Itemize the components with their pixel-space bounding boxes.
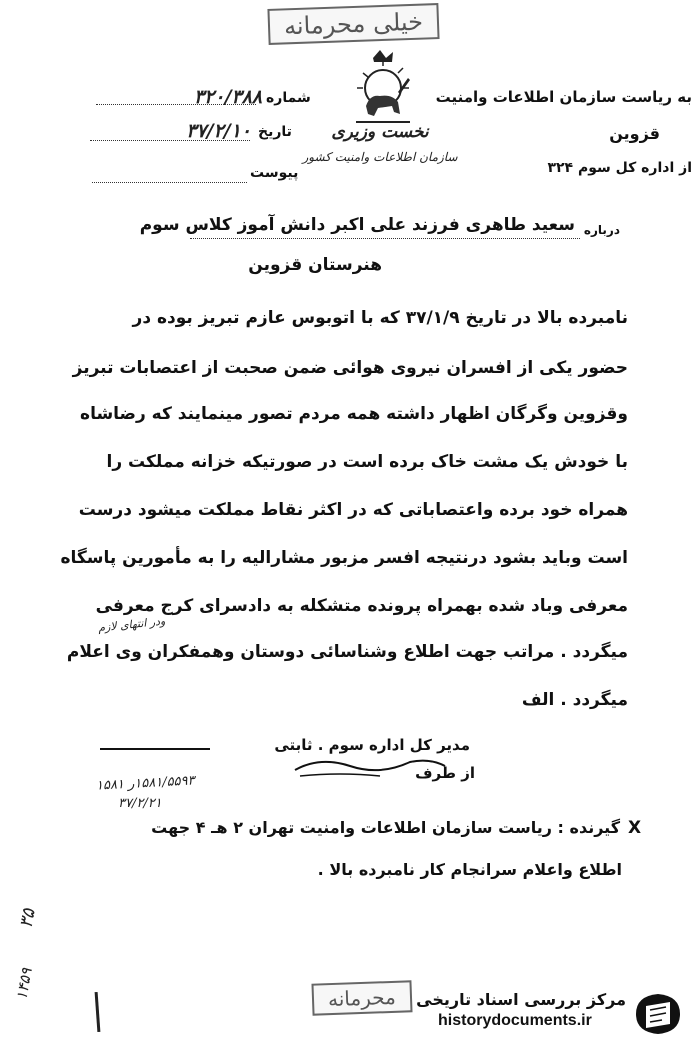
margin-page-number-1: ۳۵ <box>15 907 40 930</box>
letter-date: ۳۷/۲/۱۰ <box>186 120 251 142</box>
body-line-5: همراه خود برده واعتصاباتی که در اکثر نقاط مملکت میشود درست <box>78 500 628 520</box>
archive-logo-icon <box>630 990 686 1038</box>
body-line-2: حضور یکی از افسران نیروی هوائی ضمن صحبت از اعتصابات تبریز <box>72 358 628 378</box>
body-line-3: وقزوین وگرگان اظهار داشته همه مردم تصور مینمایند که رضاشاه <box>80 404 628 424</box>
signature-rule <box>100 748 210 750</box>
ministry-name: نخست وزیری <box>331 122 429 142</box>
recipient-city: قزوین <box>609 124 660 143</box>
cc-mark: X <box>628 818 642 838</box>
confidential-stamp-top: خیلی محرمانه <box>267 3 439 45</box>
watermark-url: historydocuments.ir <box>438 1012 592 1029</box>
body-line-8: میگردد . مراتب جهت اطلاع وشناسائی دوستان وهمفکران وی اعلام <box>66 642 628 662</box>
signatory-title: مدیر کل اداره سوم . ثابتی <box>274 736 470 754</box>
handwritten-registration-date: ۳۷/۲/۲۱ <box>118 796 162 811</box>
organization-name: سازمان اطلاعات وامنیت کشور <box>302 150 458 164</box>
number-underline <box>96 104 256 105</box>
lion-and-sun-emblem-icon <box>348 48 418 126</box>
attachment-underline <box>92 182 247 183</box>
body-line-7: معرفی وباد شده بهمراه پرونده متشکله به دادسرای کرج معرفی <box>95 596 628 616</box>
body-line-1: نامبرده بالا در تاریخ ۳۷/۱/۹ که با اتوبوس عازم تبریز بوده در <box>132 308 628 328</box>
handwritten-margin-note: ودر انتهای لازم <box>97 614 166 635</box>
margin-stroke <box>95 992 101 1032</box>
cc-line-1: گیرنده : ریاست سازمان اطلاعات وامنیت تهران ۲ هـ ۴ جهت <box>151 818 620 837</box>
subject-line-1: سعید طاهری فرزند علی اکبر دانش آموز کلاس سوم <box>139 215 575 235</box>
body-line-9: میگردد . الف <box>521 690 628 710</box>
sender-line: از اداره کل سوم ۳۲۴ <box>547 160 692 176</box>
body-line-6: است وباید بشود درنتیجه افسر مزبور مشارالیه را به مأمورین پاسگاه <box>60 548 628 568</box>
date-underline <box>90 140 250 141</box>
cc-line-2: اطلاع واعلام سرانجام کار نامبرده بالا . <box>317 860 622 879</box>
body-line-4: با خودش یک مشت خاک برده است در صورتیکه خزانه مملکت را <box>106 452 628 472</box>
date-label: تاریخ <box>258 124 292 140</box>
watermark-title: مرکز بررسی اسناد تاریخی <box>416 990 626 1009</box>
number-label: شماره <box>266 90 311 106</box>
subject-underline <box>190 238 580 239</box>
handwritten-registration-note: ۱۵۸۱/۵۵۹۳ر ۱۵۸۱ <box>95 773 195 794</box>
recipient-line: به ریاست سازمان اطلاعات وامنیت <box>435 88 692 106</box>
margin-page-number-2: ۱۴۵۹ <box>12 966 36 1002</box>
subject-line-2: هنرستان قزوین <box>248 255 382 275</box>
letter-number: ۳۲۰/۳۸۸ <box>193 86 262 108</box>
confidential-stamp-bottom: محرمانه <box>311 980 412 1015</box>
signatory-from: از طرف <box>415 764 475 782</box>
subject-label: درباره <box>583 223 620 237</box>
attachment-label: پیوست <box>250 165 299 181</box>
